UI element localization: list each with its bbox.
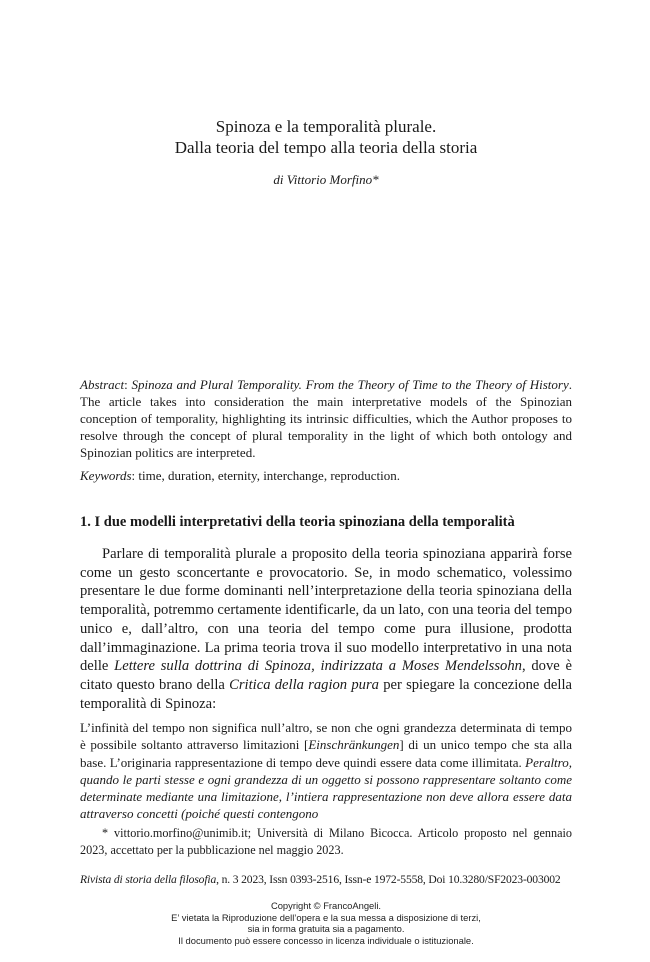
copyright-line-3: sia in forma gratuita sia a pagamento. — [247, 923, 405, 935]
keywords-text: time, duration, eternity, interchange, reproduction. — [138, 468, 400, 483]
abstract-title: Spinoza and Plural Temporality. From the Theory of Time to the Theory of History — [131, 377, 569, 392]
journal-details: , n. 3 2023, Issn 0393-2516, Issn-e 1972-5558, Doi 10.3280/SF2023-003002 — [216, 873, 561, 886]
article-title-line-2: Dalla teoria del tempo alla teoria della storia — [174, 138, 478, 157]
journal-name: Rivista di storia della filosofia — [80, 873, 217, 886]
footnote: * vittorio.morfino@unimib.it; Università di Milano Bicocca. Articolo proposto nel gennaio 2023, accettato per la pubblicazione nel maggio 2023. — [80, 826, 572, 857]
body-italic-title-2: Critica della ragion pura — [229, 676, 379, 693]
copyright-line-4: Il documento può essere concesso in licenza individuale o istituzionale. — [178, 934, 474, 946]
keywords: Keywords: time, duration, eternity, interchange, reproduction. — [80, 468, 400, 483]
copyright-line-2: E’ vietata la Riproduzione dell’opera e la sua messa a disposizione di terzi, — [171, 911, 481, 923]
abstract: Abstract: Spinoza and Plural Temporality. From the Theory of Time to the Theory of History. The article takes into consideration the main interpretative models of the Spinozian conception of temporality, highlighting its intrinsic difficulties, which the Author proposes to resolve through the concept of plural temporality in the light of which both ontology and Spinozian politics are interpreted. — [80, 377, 572, 460]
quote-italic-text: Peraltro, quando le parti stesse e ogni grandezza di un oggetto si possono rappresentare soltanto come determinate mediante una limitazione, l’intiera rappresentazione non deve allora essere data attraverso concetti (poiché questi contengono — [80, 754, 572, 822]
body-text-c: per spiegare la concezione della temporalità di Spinoza: — [80, 676, 572, 712]
article-title — [80, 116, 572, 158]
section-heading: 1. I due modelli interpretativi della teoria spinoziana della temporalità — [80, 514, 515, 530]
journal-citation — [80, 872, 580, 887]
quote-text-b: ] di un unico tempo che sta alla base. L’originaria rappresentazione di tempo deve quindi essere data come illimitata. — [80, 737, 573, 770]
body-paragraph — [80, 545, 572, 713]
copyright-notice — [80, 900, 572, 946]
keywords-label: Keywords — [80, 468, 132, 483]
abstract-text: The article takes into consideration the main interpretative models of the Spinozian conception of temporality, highlighting its intrinsic difficulties, which the Author proposes to resolve through the concept of plural temporality in the light of which both ontology and Spinozian politics are interpreted. — [80, 394, 572, 460]
block-quote — [80, 719, 572, 823]
quote-text-a: L’infinità del tempo non significa null’altro, se non che ogni grandezza determinata di tempo è possibile soltanto attraverso limitazioni [ — [80, 720, 572, 753]
abstract-label: Abstract — [80, 377, 125, 392]
copyright-line-1: Copyright © FrancoAngeli. — [270, 900, 382, 911]
article-title-line-1: Spinoza e la temporalità plurale. — [215, 117, 437, 136]
body-italic-title-1: Lettere sulla dottrina di Spinoza, indirizzata a Moses Mendelssohn — [114, 658, 522, 675]
body-text-b: , dove è citato questo brano della — [80, 658, 573, 693]
body-text-a: Parlare di temporalità plurale a proposito della teoria spinoziana apparirà forse come un gesto sconcertante e provocatorio. Se, in modo schematico, volessimo presentare le due forme dominanti nell’interpretazione della teoria spinoziana della temporalità, potremmo certamente identificarle, da un lato, con una teoria del tempo unico e, dall’altro, con una teoria del tempo come pura illusione, prodotta dall’immaginazione. La prima teoria trova il suo modello interpretativo in una nota delle — [80, 546, 572, 675]
article-author: di Vittorio Morfino* — [273, 172, 379, 187]
quote-italic-term: Einschränkungen — [308, 737, 400, 753]
